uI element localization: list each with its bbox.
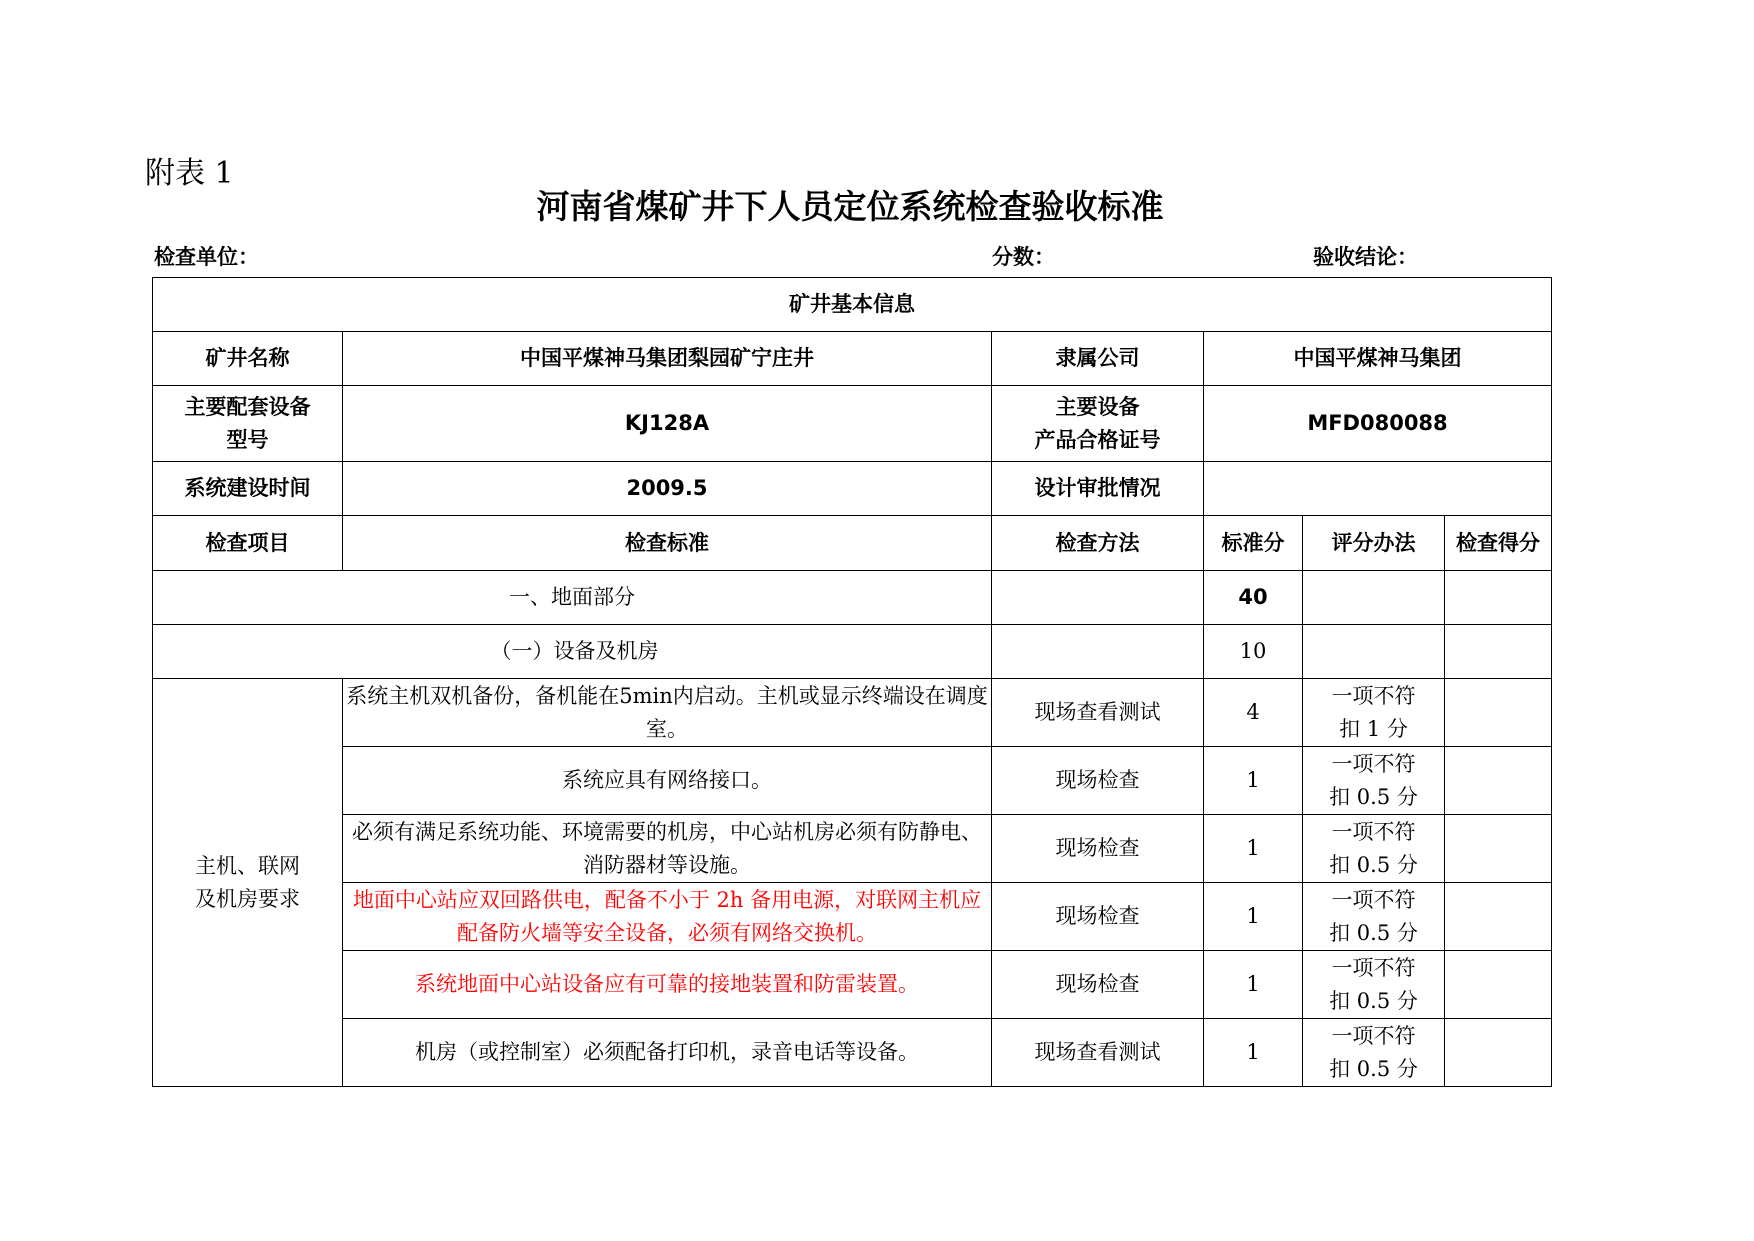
mine-name-value: 中国平煤神马集团梨园矿宁庄井 (343, 332, 992, 386)
section-equipment-method (992, 625, 1204, 679)
result-cell (1445, 883, 1552, 951)
result-cell (1445, 951, 1552, 1019)
result-cell (1445, 747, 1552, 815)
standard-text: 必须有满足系统功能、环境需要的机房，中心站机房必须有防静电、消防器材等设施。 (343, 815, 992, 883)
approval-value (1204, 462, 1552, 516)
method-text: 现场查看测试 (992, 1019, 1204, 1087)
certificate-value: MFD080088 (1204, 386, 1552, 462)
col-header-rule: 评分办法 (1303, 516, 1445, 571)
score-value: 1 (1204, 1019, 1303, 1087)
section-ground-result (1445, 571, 1552, 625)
result-cell (1445, 679, 1552, 747)
certificate-label: 主要设备 产品合格证号 (992, 386, 1204, 462)
section-ground-score: 40 (1204, 571, 1303, 625)
score-value: 1 (1204, 815, 1303, 883)
standard-text: 系统主机双机备份，备机能在5min内启动。主机或显示终端设在调度室。 (343, 679, 992, 747)
section-ground-rule (1303, 571, 1445, 625)
standard-text-highlighted: 系统地面中心站设备应有可靠的接地装置和防雷装置。 (343, 951, 992, 1019)
col-header-method: 检查方法 (992, 516, 1204, 571)
method-text: 现场查看测试 (992, 679, 1204, 747)
rule-text: 一项不符 扣 0.5 分 (1303, 1019, 1445, 1087)
section-equipment-rule (1303, 625, 1445, 679)
col-header-standard: 检查标准 (343, 516, 992, 571)
rule-text: 一项不符 扣 0.5 分 (1303, 883, 1445, 951)
section-ground: 一、地面部分 (153, 571, 992, 625)
col-header-result: 检查得分 (1445, 516, 1552, 571)
build-time-value: 2009.5 (343, 462, 992, 516)
equipment-model-value: KJ128A (343, 386, 992, 462)
col-header-score: 标准分 (1204, 516, 1303, 571)
method-text: 现场检查 (992, 815, 1204, 883)
rule-text: 一项不符 扣 0.5 分 (1303, 747, 1445, 815)
basic-info-header: 矿井基本信息 (153, 278, 1552, 332)
equipment-model-label: 主要配套设备 型号 (153, 386, 343, 462)
result-cell (1445, 1019, 1552, 1087)
section-equipment-score: 10 (1204, 625, 1303, 679)
method-text: 现场检查 (992, 883, 1204, 951)
standard-text: 机房（或控制室）必须配备打印机，录音电话等设备。 (343, 1019, 992, 1087)
company-label: 隶属公司 (992, 332, 1204, 386)
section-equipment-result (1445, 625, 1552, 679)
score-value: 4 (1204, 679, 1303, 747)
score-value: 1 (1204, 747, 1303, 815)
group-label: 主机、联网 及机房要求 (153, 679, 343, 1087)
rule-text: 一项不符 扣 0.5 分 (1303, 815, 1445, 883)
build-time-label: 系统建设时间 (153, 462, 343, 516)
inspection-table (152, 277, 1552, 1087)
standard-text-highlighted: 地面中心站应双回路供电，配备不小于 2h 备用电源，对联网主机应配备防火墙等安全设备，必须有网络交换机。 (343, 883, 992, 951)
approval-label: 设计审批情况 (992, 462, 1204, 516)
rule-text: 一项不符 扣 0.5 分 (1303, 951, 1445, 1019)
score-value: 1 (1204, 883, 1303, 951)
section-equipment: （一）设备及机房 (153, 625, 992, 679)
inspect-unit-label: 检查单位： (154, 245, 259, 269)
mine-name-label: 矿井名称 (153, 332, 343, 386)
conclusion-label: 验收结论： (1313, 245, 1418, 269)
section-ground-method (992, 571, 1204, 625)
method-text: 现场检查 (992, 951, 1204, 1019)
annex-label: 附表 1 (145, 156, 234, 191)
result-cell (1445, 815, 1552, 883)
method-text: 现场检查 (992, 747, 1204, 815)
document-title: 河南省煤矿井下人员定位系统检查验收标准 (536, 187, 1164, 226)
company-value: 中国平煤神马集团 (1204, 332, 1552, 386)
score-value: 1 (1204, 951, 1303, 1019)
standard-text: 系统应具有网络接口。 (343, 747, 992, 815)
col-header-item: 检查项目 (153, 516, 343, 571)
rule-text: 一项不符 扣 1 分 (1303, 679, 1445, 747)
score-label: 分数： (992, 245, 1055, 269)
